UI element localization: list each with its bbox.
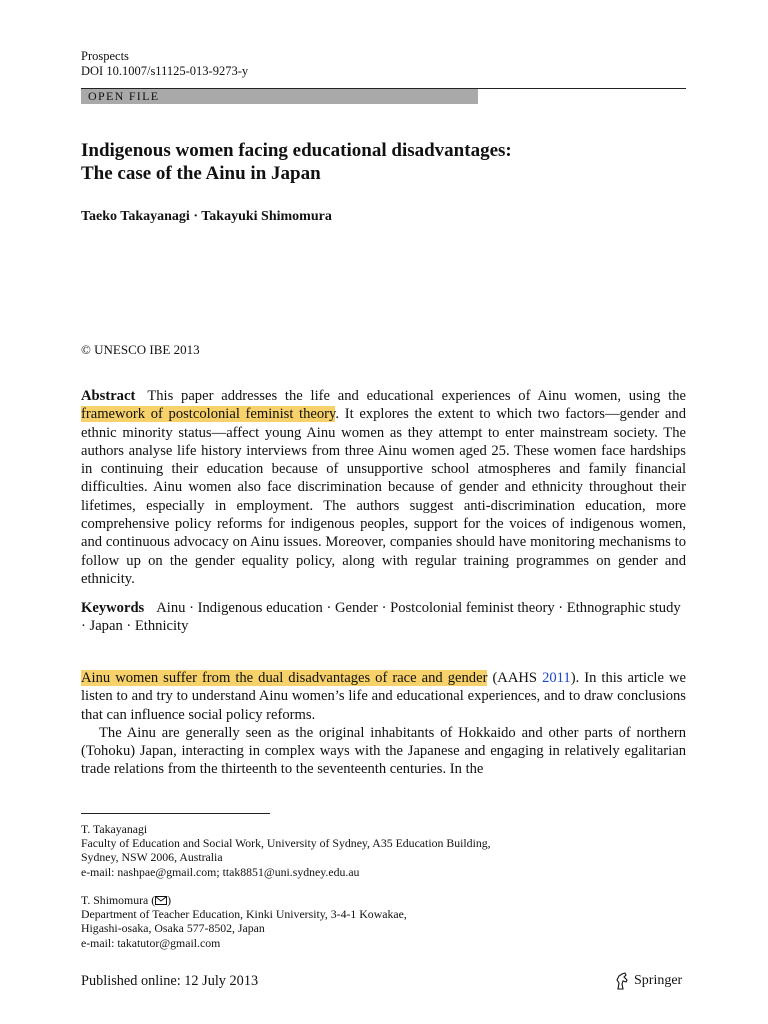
affiliation-1-line-2: Sydney, NSW 2006, Australia <box>81 850 223 865</box>
abstract-text-before: This paper addresses the life and educational experiences of Ainu women, using the <box>147 388 686 404</box>
envelope-icon <box>155 896 167 905</box>
citation-link[interactable]: 2011 <box>542 670 571 686</box>
paper-title <box>81 139 681 185</box>
keywords-label: Keywords <box>81 600 145 616</box>
publisher-name: Springer <box>634 973 683 988</box>
springer-horse-icon <box>614 972 630 990</box>
abstract <box>81 387 686 588</box>
body-text <box>81 669 686 779</box>
affiliation-2-name: T. Shimomura <box>81 893 149 907</box>
abstract-label: Abstract <box>81 388 136 404</box>
body-highlight[interactable]: Ainu women suffer from the dual disadvantages of race and gender <box>81 670 488 686</box>
section-label-bar <box>81 89 478 104</box>
body-paragraph-1 <box>81 669 686 724</box>
affiliation-2-line-1: Department of Teacher Education, Kinki University, 3-4-1 Kowakae, <box>81 907 407 922</box>
affiliation-2-email[interactable]: e-mail: takatutor@gmail.com <box>81 935 221 950</box>
published-date: Published online: 12 July 2013 <box>81 973 259 989</box>
keywords <box>81 599 686 636</box>
publisher-logo <box>614 972 682 990</box>
journal-name: Prospects <box>81 49 129 63</box>
footnote-rule <box>81 813 270 814</box>
affiliation-1-name: T. Takayanagi <box>81 822 148 836</box>
affiliation-1 <box>81 822 491 879</box>
affiliation-1-line-1: Faculty of Education and Social Work, University of Sydney, A35 Education Building, <box>81 836 491 851</box>
affiliation-2 <box>81 893 407 950</box>
body-paragraph-2: The Ainu are generally seen as the original inhabitants of Hokkaido and other parts of northern (Tohoku) Japan, interacting in complex ways with the Japanese and engaging in relatively egalitarian trade relations from the thirteenth to the seventeenth centuries. In the <box>81 724 686 778</box>
keywords-list: Ainu · Indigenous education · Gender · Postcolonial feminist theory · Ethnographic study · Japan · Ethnicity <box>81 600 681 635</box>
affiliation-2-line-2: Higashi-osaka, Osaka 577-8502, Japan <box>81 921 265 936</box>
abstract-highlight[interactable]: framework of postcolonial feminist theory <box>81 406 336 423</box>
copyright: © UNESCO IBE 2013 <box>81 342 200 357</box>
abstract-text-after: . It explores the extent to which two factors—gender and ethnic minority status—affect young Ainu women as they attempt to enter mainstream society. The authors analyse life history interviews from three Ainu women aged 25. These women face hardships in continuing their education because of unsupportive school atmospheres and family financial difficulties. Ainu women also face discrimination because of gender and ethnicity throughout their lifetimes, especially in employment. The authors suggest anti-discrimination education, more comprehensive policy reforms for indigenous peoples, support for the voices of indigenous women, and continuous advocacy on Ainu issues. Moreover, companies should have monitoring mechanisms to follow up on the gender equality policy, along with regular training programmes on gender and ethnicity. <box>81 406 686 587</box>
title-line-2: The case of the Ainu in Japan <box>81 163 321 184</box>
affiliation-1-email[interactable]: e-mail: nashpae@gmail.com; ttak8851@uni.sydney.edu.au <box>81 864 360 879</box>
body-paragraph-1-rest: ). In this article we listen to and try to understand Ainu women’s life and educational experiences, and to draw conclusions that can influence social policy reforms. <box>81 670 686 723</box>
journal-header <box>81 49 248 79</box>
affiliation-2-name-row: T. Shimomura ( ) <box>81 893 172 907</box>
doi: DOI 10.1007/s11125-013-9273-y <box>81 64 249 78</box>
title-line-1: Indigenous women facing educational disadvantages: <box>81 140 512 161</box>
authors: Taeko Takayanagi · Takayuki Shimomura <box>81 209 332 224</box>
section-label: OPEN FILE <box>88 89 160 103</box>
citation-prefix: (AAHS <box>487 670 543 686</box>
